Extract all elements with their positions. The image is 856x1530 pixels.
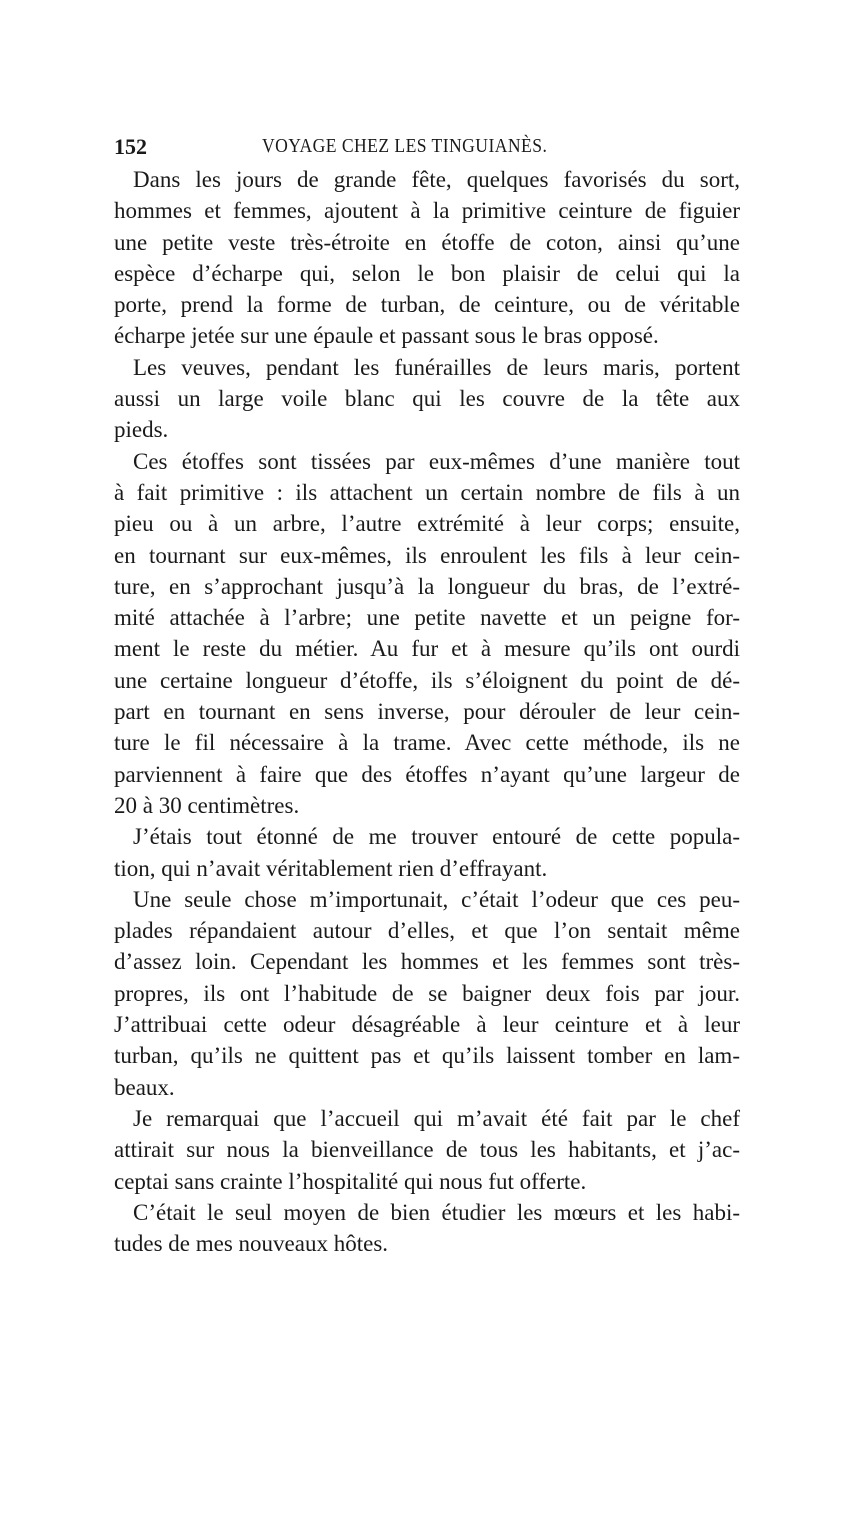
text-line: ture, en s’approchant jusqu’à la longueur du bras, de l’extré- xyxy=(114,573,740,599)
text-line: C’était le seul moyen de bien étudier les mœurs et les habi- xyxy=(133,1199,740,1225)
paragraph xyxy=(114,164,740,352)
text-line: parviennent à faire que des étoffes n’ayant qu’une largeur de xyxy=(114,761,740,787)
text-line: écharpe jetée sur une épaule et passant sous le bras opposé. xyxy=(114,323,659,349)
page-number: 152 xyxy=(114,134,147,159)
text-line: ment le reste du métier. Au fur et à mesure qu’ils ont ourdi xyxy=(114,636,740,662)
text-line: une certaine longueur d’étoffe, ils s’éloignent du point de dé- xyxy=(114,667,740,693)
text-line: une petite veste très-étroite en étoffe de coton, ainsi qu’une xyxy=(114,229,740,255)
text-line: d’assez loin. Cependant les hommes et les femmes sont très- xyxy=(114,949,740,975)
text-line: plades répandaient autour d’elles, et que l’on sentait même xyxy=(114,918,740,944)
paragraph xyxy=(114,1103,740,1197)
text-line: beaux. xyxy=(114,1074,175,1100)
text-line: Ces étoffes sont tissées par eux-mêmes d’une manière tout xyxy=(133,448,740,474)
text-line: Une seule chose m’importunait, c’était l’odeur que ces peu- xyxy=(133,886,740,912)
text-line: mité attachée à l’arbre; une petite navette et un peigne for- xyxy=(114,605,740,631)
text-line: porte, prend la forme de turban, de ceinture, ou de véritable xyxy=(114,292,740,318)
text-line: à fait primitive : ils attachent un certain nombre de fils à un xyxy=(114,479,740,505)
paragraph xyxy=(114,884,740,1103)
text-line: en tournant sur eux-mêmes, ils enroulent les fils à leur cein- xyxy=(114,542,740,568)
text-line: turban, qu’ils ne quittent pas et qu’ils laissent tomber en lam- xyxy=(114,1043,740,1069)
text-line: tion, qui n’avait véritablement rien d’effrayant. xyxy=(114,855,548,881)
text-line: Je remarquai que l’accueil qui m’avait été fait par le chef xyxy=(133,1105,740,1131)
text-line: propres, ils ont l’habitude de se baigner deux fois par jour. xyxy=(114,980,740,1006)
text-line: J’attribuai cette odeur désagréable à leur ceinture et à leur xyxy=(114,1012,740,1038)
text-line: Les veuves, pendant les funérailles de leurs maris, portent xyxy=(133,354,740,380)
text-line: J’étais tout étonné de me trouver entouré de cette popula- xyxy=(133,824,740,850)
text-line: part en tournant en sens inverse, pour dérouler de leur cein- xyxy=(114,699,740,725)
paragraph xyxy=(114,1197,740,1260)
text-line: hommes et femmes, ajoutent à la primitive ceinture de figuier xyxy=(114,198,740,224)
text-line: tudes de mes nouveaux hôtes. xyxy=(114,1231,389,1257)
page-header xyxy=(114,134,740,162)
text-line: attirait sur nous la bienveillance de tous les habitants, et j’ac- xyxy=(114,1137,740,1163)
text-line: ceptai sans crainte l’hospitalité qui nous fut offerte. xyxy=(114,1168,587,1194)
text-line: pieds. xyxy=(114,417,169,443)
paragraph xyxy=(114,352,740,446)
text-line: ture le fil nécessaire à la trame. Avec cette méthode, ils ne xyxy=(114,730,740,756)
text-line: Dans les jours de grande fête, quelques favorisés du sort, xyxy=(133,167,740,192)
running-title: VOYAGE CHEZ LES TINGUIANÈS. xyxy=(262,135,548,157)
text-line: pieu ou à un arbre, l’autre extrémité à leur corps; ensuite, xyxy=(114,511,740,537)
text-line: 20 à 30 centimètres. xyxy=(114,792,300,818)
text-line: aussi un large voile blanc qui les couvre de la tête aux xyxy=(114,386,740,412)
paragraph xyxy=(114,821,740,884)
body-text xyxy=(114,164,740,1259)
text-line: espèce d’écharpe qui, selon le bon plaisir de celui qui la xyxy=(114,260,740,286)
paragraph xyxy=(114,446,740,822)
